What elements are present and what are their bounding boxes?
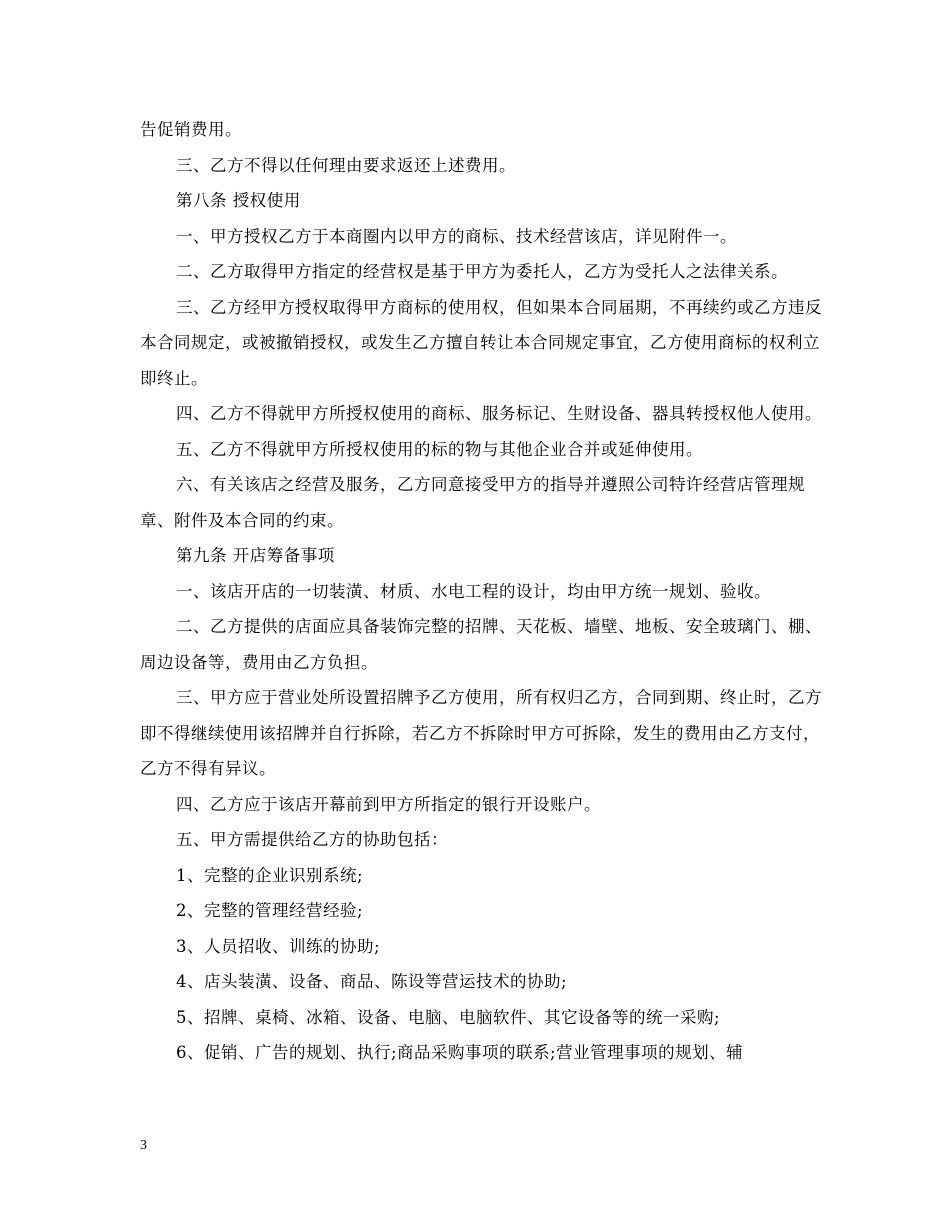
paragraph: 三、乙方不得以任何理由要求返还上述费用。 [176,155,516,175]
document-body [140,112,830,1071]
list-item: 5、招牌、桌椅、冰箱、设备、电脑、电脑软件、其它设备等的统一采购; [176,1007,721,1027]
section-heading: 第九条 开店筹备事项 [176,546,335,565]
list-item: 3、人员招收、训练的协助; [176,936,381,956]
paragraph: 一、甲方授权乙方于本商圈内以甲方的商标、技术经营该店，详见附件一。 [176,226,737,246]
list-item: 4、店头装潢、设备、商品、陈设等营运技术的协助; [176,972,568,991]
paragraph: 二、乙方提供的店面应具备装饰完整的招牌、天花板、墙壁、地板、安全玻璃门、棚、周边设备等，费用由乙方负担。 [140,617,822,672]
list-item: 2、完整的管理经营经验; [176,901,364,920]
page-number: 3 [140,1138,147,1153]
paragraph: 五、乙方不得就甲方所授权使用的标的物与其他企业合并或延伸使用。 [176,439,703,459]
paragraph: 三、甲方应于营业处所设置招牌予乙方使用，所有权归乙方，合同到期、终止时，乙方即不得继续使用该招牌并自行拆除，若乙方不拆除时甲方可拆除，发生的费用由乙方支付，乙方不得有异议。 [140,688,822,778]
paragraph: 告促销费用。 [140,120,242,139]
paragraph: 五、甲方需提供给乙方的协助包括： [176,830,448,849]
section-heading: 第八条 授权使用 [176,191,301,210]
paragraph: 六、有关该店之经营及服务，乙方同意接受甲方的指导并遵照公司特许经营店管理规章、附件及本合同的约束。 [140,475,805,530]
paragraph: 二、乙方取得甲方指定的经营权是基于甲方为委托人，乙方为受托人之法律关系。 [176,262,788,281]
paragraph: 一、该店开店的一切装潢、材质、水电工程的设计，均由甲方统一规划、验收。 [176,581,771,601]
paragraph: 四、乙方不得就甲方所授权使用的商标、服务标记、生财设备、器具转授权他人使用。 [176,404,822,423]
list-item: 6、促销、广告的规划、执行;商品采购事项的联系;营业管理事项的规划、辅 [176,1043,744,1062]
paragraph: 四、乙方应于该店开幕前到甲方所指定的银行开设账户。 [176,794,601,814]
paragraph: 三、乙方经甲方授权取得甲方商标的使用权，但如果本合同届期，不再续约或乙方违反本合同规定，或被撤销授权，或发生乙方擅自转让本合同规定事宜，乙方使用商标的权利立即终止。 [140,297,822,388]
list-item: 1、完整的企业识别系统; [176,865,364,885]
